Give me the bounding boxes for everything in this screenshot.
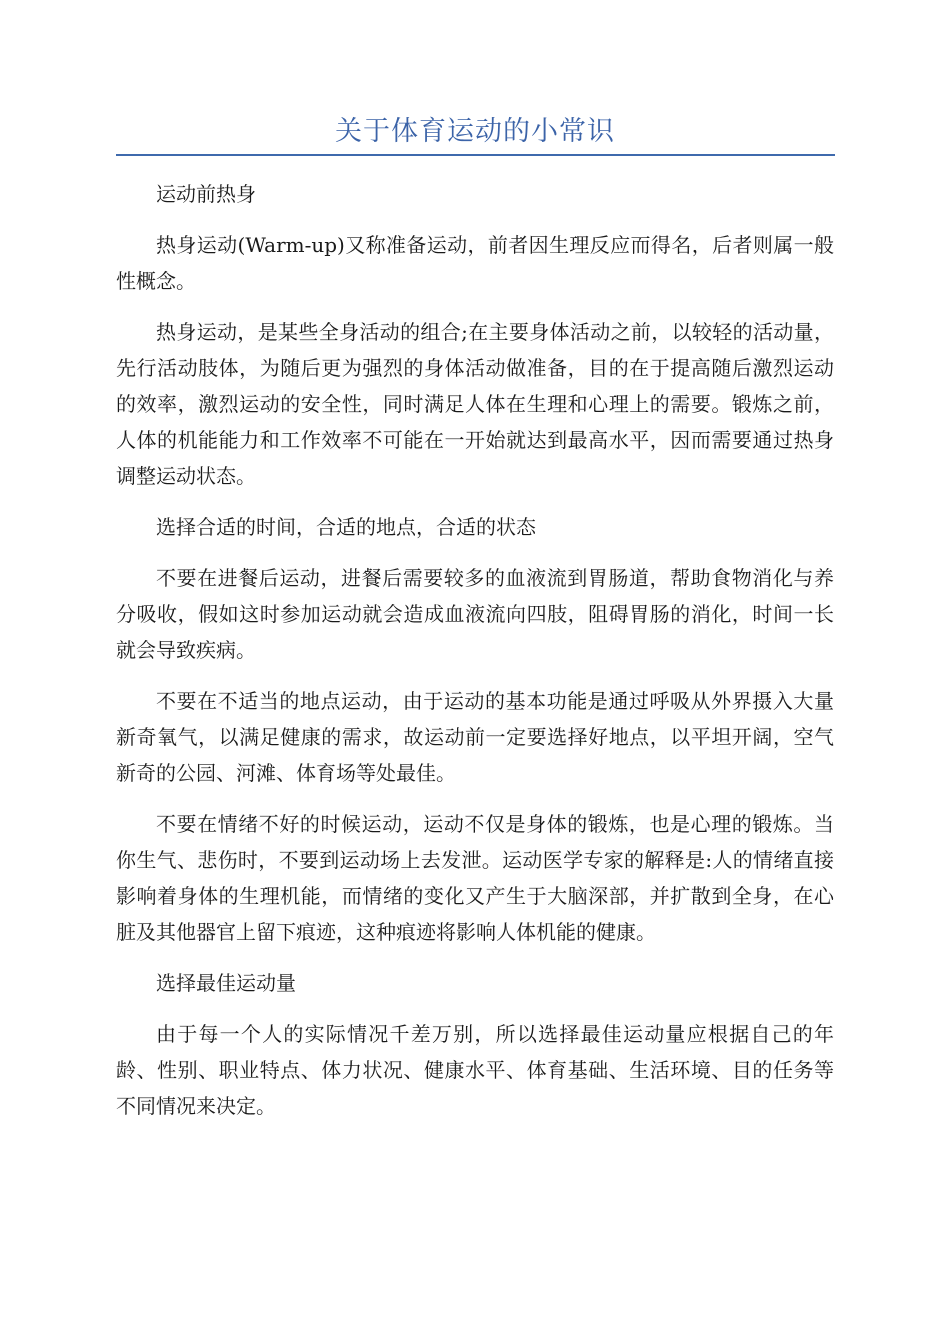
paragraph-exercise-amount: 由于每一个人的实际情况千差万别，所以选择最佳运动量应根据自己的年龄、性别、职业特点、体力状况、健康水平、体育基础、生活环境、目的任务等不同情况来决定。 [116, 1022, 834, 1118]
section-heading-time-place-state: 选择合适的时间，合适的地点，合适的状态 [156, 515, 536, 539]
paragraph-warmup-purpose: 热身运动，是某些全身活动的组合;在主要身体活动之前，以较轻的活动量，先行活动肢体，为随后更为强烈的身体活动做准备，目的在于提高随后激烈运动的效率，激烈运动的安全性，同时满足人体在生理和心理上的需要。锻炼之前，人体的机能能力和工作效率不可能在一开始就达到最高水平，因而需要通过热身调整运动状态。 [116, 320, 834, 488]
section-heading-exercise-amount: 选择最佳运动量 [156, 971, 296, 995]
document-title: 关于体育运动的小常识 [335, 116, 615, 147]
paragraph-after-meal: 不要在进餐后运动，进餐后需要较多的血液流到胃肠道，帮助食物消化与养分吸收，假如这时参加运动就会造成血液流向四肢，阻碍胃肠的消化，时间一长就会导致疾病。 [116, 566, 834, 662]
document-body [116, 176, 834, 1139]
paragraph-location: 不要在不适当的地点运动，由于运动的基本功能是通过呼吸从外界摄入大量新奇氧气，以满足健康的需求，故运动前一定要选择好地点，以平坦开阔，空气新奇的公园、河滩、体育场等处最佳。 [116, 689, 834, 785]
paragraph-warmup-definition: 热身运动(Warm-up)又称准备运动，前者因生理反应而得名，后者则属一般性概念。 [116, 233, 834, 293]
paragraph-mood: 不要在情绪不好的时候运动，运动不仅是身体的锻炼，也是心理的锻炼。当你生气、悲伤时，不要到运动场上去发泄。运动医学专家的解释是:人的情绪直接影响着身体的生理机能，而情绪的变化又产生于大脑深部，并扩散到全身，在心脏及其他器官上留下痕迹，这种痕迹将影响人体机能的健康。 [116, 812, 834, 944]
section-heading-warmup: 运动前热身 [156, 182, 256, 206]
title-underline [116, 154, 835, 156]
